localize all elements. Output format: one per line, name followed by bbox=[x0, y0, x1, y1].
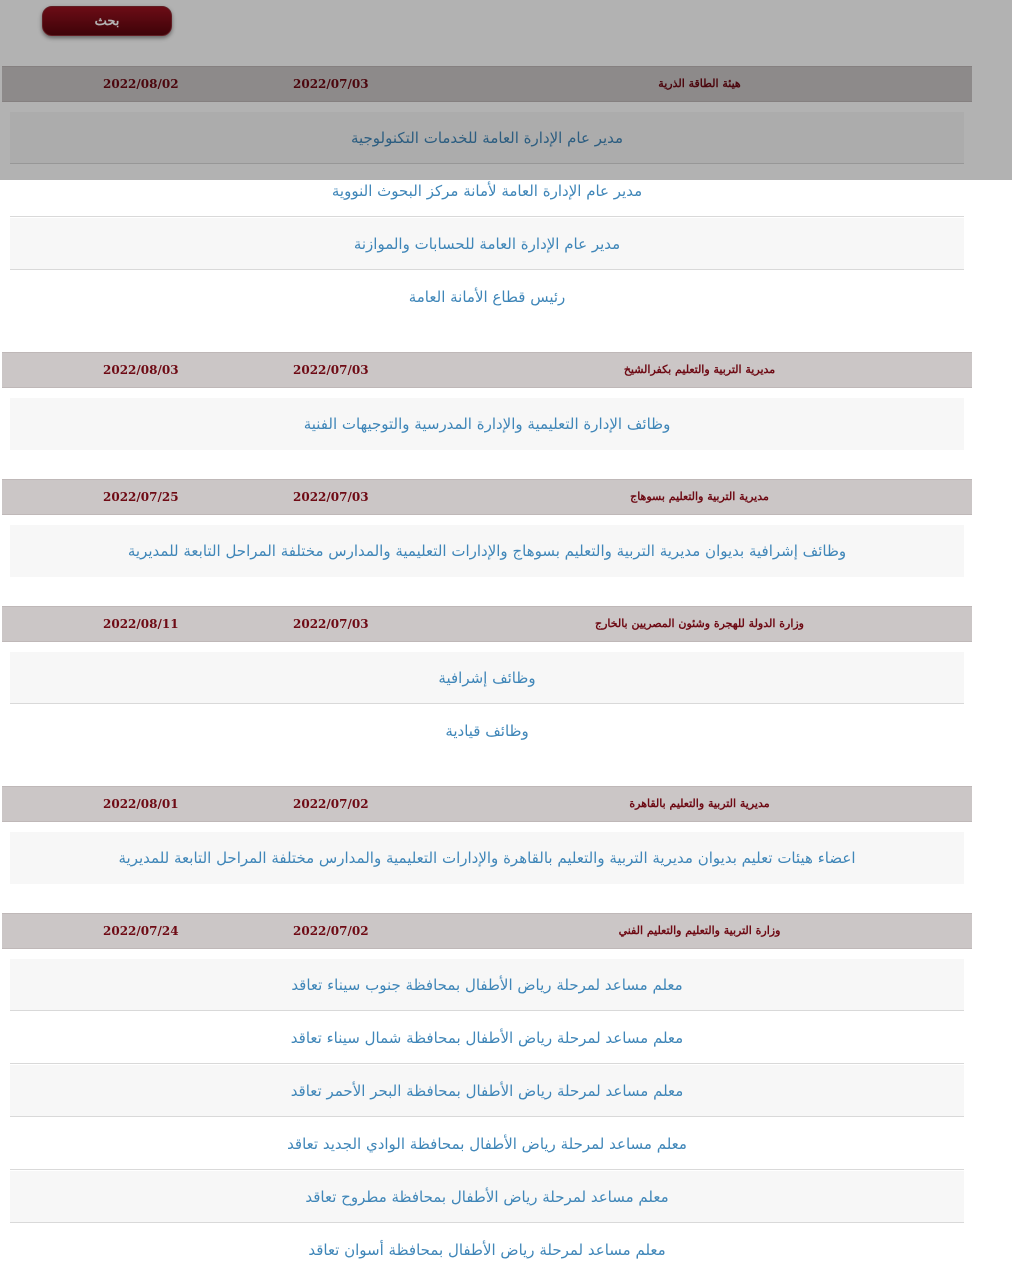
end-date: 2022/08/02 bbox=[103, 77, 179, 91]
group-header bbox=[2, 913, 972, 949]
organization-name: مديرية التربية والتعليم بسوهاج bbox=[630, 490, 769, 503]
job-link[interactable]: معلم مساعد لمرحلة رياض الأطفال بمحافظة جنوب سيناء تعاقد bbox=[10, 959, 964, 1011]
search-button[interactable]: بحث bbox=[42, 6, 172, 36]
group-header bbox=[2, 66, 972, 102]
end-date: 2022/08/11 bbox=[103, 617, 179, 631]
organization-name: وزارة الدولة للهجرة وشئون المصريين بالخارج bbox=[594, 617, 804, 630]
job-link[interactable]: معلم مساعد لمرحلة رياض الأطفال بمحافظة شمال سيناء تعاقد bbox=[10, 1012, 964, 1064]
job-link[interactable]: وظائف إشرافية bbox=[10, 652, 964, 704]
organization-name: مديرية التربية والتعليم بكفرالشيخ bbox=[623, 363, 776, 376]
start-date: 2022/07/02 bbox=[293, 924, 369, 938]
start-date: 2022/07/03 bbox=[293, 490, 369, 504]
job-link[interactable]: مدير عام الإدارة العامة للحسابات والموازنة bbox=[10, 218, 964, 270]
job-link[interactable]: معلم مساعد لمرحلة رياض الأطفال بمحافظة أسوان تعاقد bbox=[308, 1241, 666, 1259]
job-link[interactable]: مدير عام الإدارة العامة للخدمات التكنولوجية bbox=[10, 112, 964, 164]
job-link[interactable]: اعضاء هيئات تعليم بديوان مديرية التربية والتعليم بالقاهرة والإدارات التعليمية والمدارس مختلفة المراحل التابعة للمديرية bbox=[10, 832, 964, 884]
job-link[interactable]: وظائف إشرافية بديوان مديرية التربية والتعليم بسوهاج والإدارات التعليمية والمدارس مختلفة المراحل التابعة للمديرية bbox=[10, 525, 964, 577]
organization-name: وزارة التربية والتعليم والتعليم الفني bbox=[618, 924, 781, 937]
start-date: 2022/07/03 bbox=[293, 77, 369, 91]
job-link[interactable]: وظائف قيادية bbox=[445, 722, 529, 740]
job-link[interactable]: معلم مساعد لمرحلة رياض الأطفال بمحافظة البحر الأحمر تعاقد bbox=[10, 1065, 964, 1117]
end-date: 2022/07/24 bbox=[103, 924, 179, 938]
job-link[interactable]: مدير عام الإدارة العامة لأمانة مركز البحوث النووية bbox=[10, 165, 964, 217]
group-header bbox=[2, 352, 972, 388]
group-header bbox=[2, 786, 972, 822]
job-link[interactable]: معلم مساعد لمرحلة رياض الأطفال بمحافظة الوادي الجديد تعاقد bbox=[10, 1118, 964, 1170]
group-header bbox=[2, 479, 972, 515]
start-date: 2022/07/03 bbox=[293, 617, 369, 631]
start-date: 2022/07/02 bbox=[293, 797, 369, 811]
start-date: 2022/07/03 bbox=[293, 363, 369, 377]
group-header bbox=[2, 606, 972, 642]
organization-name: مديرية التربية والتعليم بالقاهرة bbox=[629, 797, 770, 810]
job-link[interactable]: وظائف الإدارة التعليمية والإدارة المدرسية والتوجيهات الفنية bbox=[10, 398, 964, 450]
job-link[interactable]: رئيس قطاع الأمانة العامة bbox=[408, 288, 566, 306]
job-link[interactable]: معلم مساعد لمرحلة رياض الأطفال بمحافظة مطروح تعاقد bbox=[10, 1171, 964, 1223]
organization-name: هيئة الطاقة الذرية bbox=[658, 77, 741, 90]
end-date: 2022/08/01 bbox=[103, 797, 179, 811]
end-date: 2022/07/25 bbox=[103, 490, 179, 504]
end-date: 2022/08/03 bbox=[103, 363, 179, 377]
